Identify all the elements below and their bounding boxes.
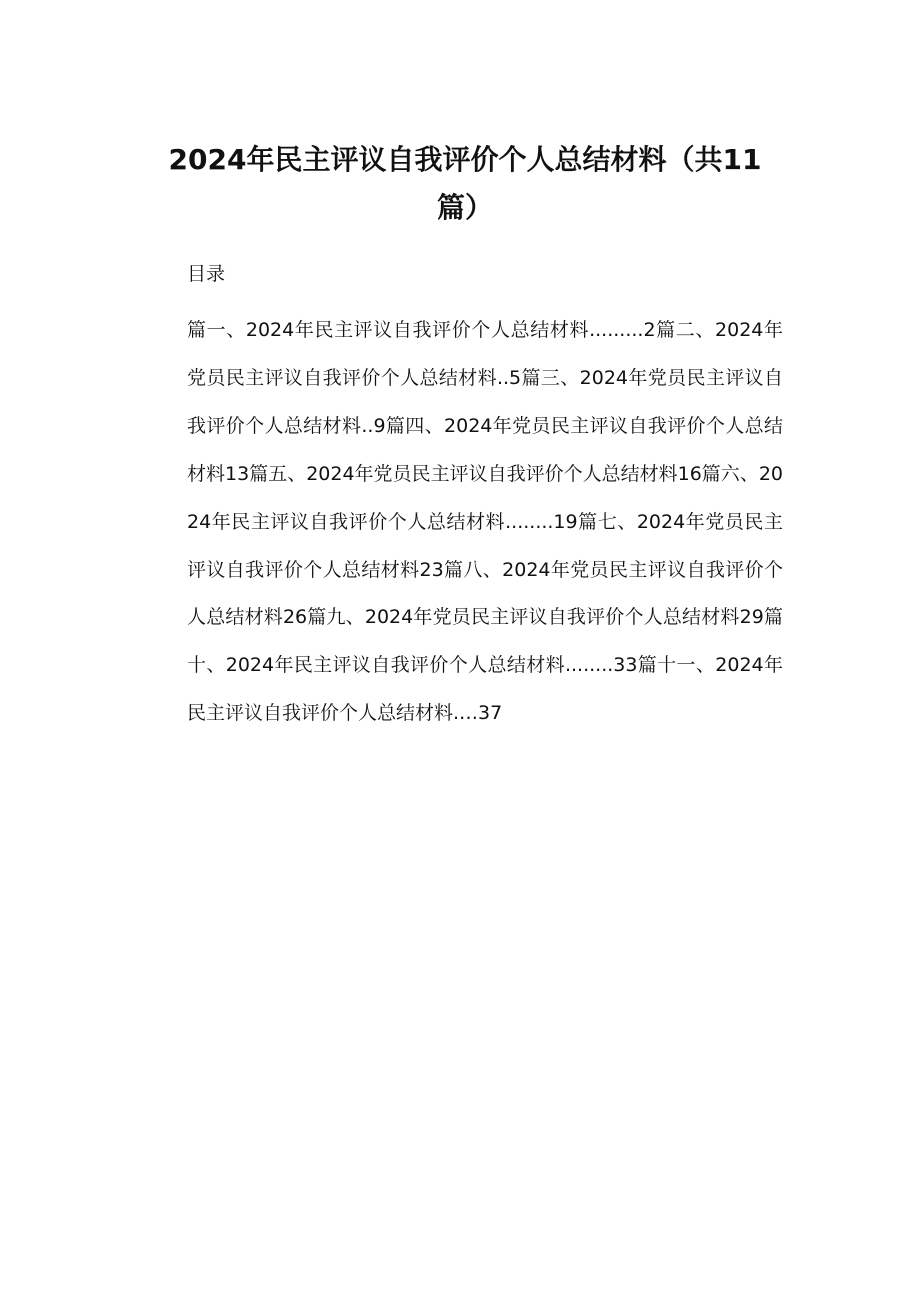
document-title: 2024年民主评议自我评价个人总结材料（共11篇） (168, 143, 762, 224)
toc-entries: 篇一、2024年民主评议自我评价个人总结材料.........2篇二、2024年党员民主评议自我评价个人总结材料..5篇三、2024年党员民主评议自我评价个人总结材料..9篇四、2024年党员民主评议自我评价个人总结材料13篇五、2024年党员民主评议自我评价个人总结材料16篇六、2024年民主评议自我评价个人总结材料........19篇七、2024年党员民主评议自我评价个人总结材料23篇八、2024年党员民主评议自我评价个人总结材料26篇九、2024年党员民主评议自我评价个人总结材料29篇十、2024年民主评议自我评价个人总结材料........33篇十一、2024年民主评议自我评价个人总结材料.…37 (187, 319, 783, 725)
toc-heading: 目录 (187, 263, 226, 285)
